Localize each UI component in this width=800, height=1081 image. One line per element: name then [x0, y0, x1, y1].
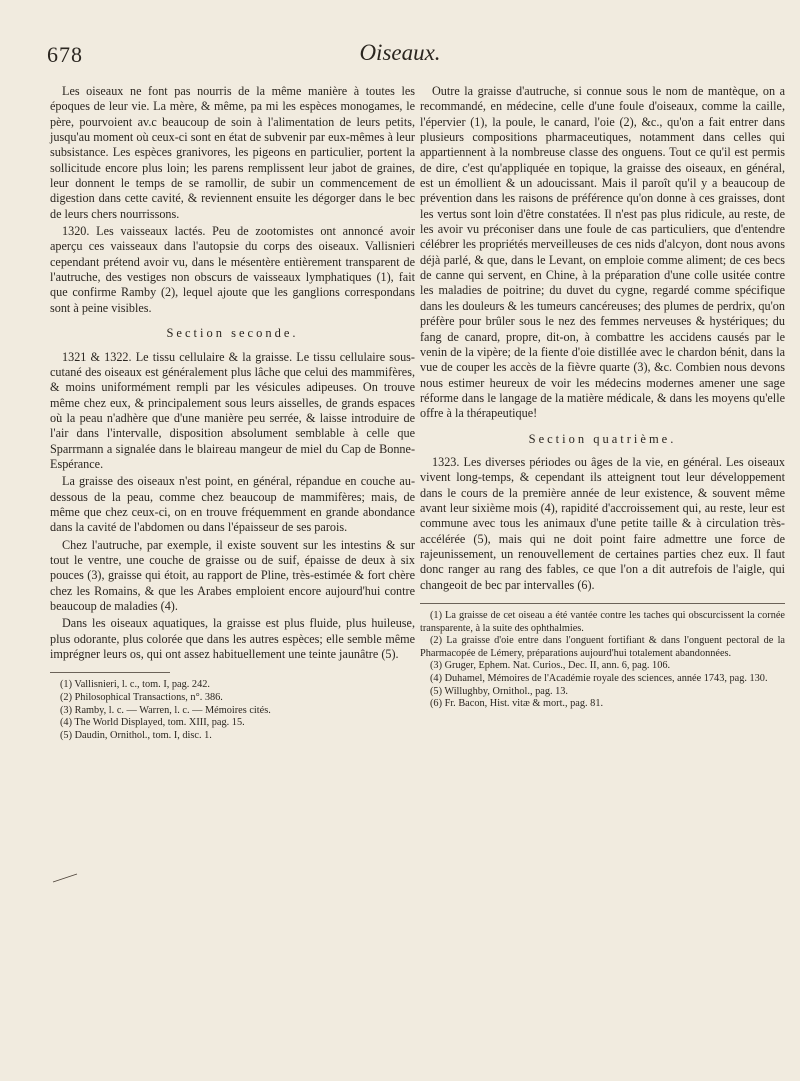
page-number: 678: [47, 42, 83, 67]
pencil-mark-icon: [52, 872, 78, 884]
footnote: (3) Ramby, l. c. — Warren, l. c. — Mémoires cités.: [60, 704, 271, 716]
paragraph-1323-life-periods: 1323. Les diverses périodes ou âges de la vie, en général. Les oiseaux vivent long-temps, & cependant ils atteignent tout leur développement dans le cours de la première année de leur existence, & souvent même avant leur sixième mois (4), rapidité d'accroissement qui, au reste, leur est commune avec tous les animaux d'une petite taille & à circulation très-accélérée (5), mais qui ne doit point faire admettre une force de rajeunissement, un renouvellement de certaines parties chez eux. Il faut donc ranger au rang des fables, ce que l'on a dit autrefois de l'aigle, qui changeoit de bec par intervalles (6).: [420, 454, 785, 592]
left-column: [50, 84, 415, 742]
footnote-rule: [50, 672, 170, 673]
paragraph-ostrich-fat: Chez l'autruche, par exemple, il existe souvent sur les intestins & sur tout le ventre, une couche de graisse ou de suif, épaisse de deux à six pouces (3), graisse qui étoit, au rapport de Pline, très-estimée & fort chère chez les Romains, & que les Arabes emploient encore aujourd'hui contre beaucoup de maladies (4).: [50, 537, 415, 613]
paragraph-fat: La graisse des oiseaux n'est point, en général, répandue en couche au-dessous de la peau, comme chez beaucoup de mammifères; mais, de même que chez ceux-ci, on en trouve fréquemment en grande abondance dans la cavité de l'abdomen ou dans l'épaisseur de ses parois.: [50, 474, 415, 535]
section-heading: Section quatrième.: [528, 431, 677, 446]
footnote-rule: [420, 603, 785, 604]
right-column: [420, 84, 785, 711]
footnote: (4) The World Displayed, tom. XIII, pag. 15.: [60, 717, 245, 729]
footnote: (2) La graisse d'oie entre dans l'onguent fortifiant & dans l'onguent pectoral de la Pharmacopée de Lémery, préparations aujourd'hui totalement abandonnées.: [420, 635, 785, 659]
paragraph-1321-cellular-tissue: 1321 & 1322. Le tissu cellulaire & la graisse. Le tissu cellulaire sous-cutané des oiseaux est généralement plus lâche que celui des mammifères, & moins uniformément rempli par les vésicules adipeuses. On trouve même chez eux, & principalement sous leurs aisselles, de grands espaces où la peau n'adhère que d'une manière peu serrée, & laisse introduire de l'air dans l'intervalle, disposition absolument semblable à celle que Sparrmann a signalée dans le blaireau mangeur de miel du Cap de Bonne-Espérance.: [50, 349, 415, 471]
running-title: Oiseaux.: [359, 40, 441, 65]
paragraph-aquatic-birds: Dans les oiseaux aquatiques, la graisse est plus fluide, plus huileuse, plus odorante, plus colorée que dans les autres espèces; elle semble même imprégner leurs os, qui ont assez habituellement une teinte jaunâtre (5).: [50, 616, 415, 662]
right-footnotes: [420, 610, 785, 711]
footnote: (1) La graisse de cet oiseau a été vantée contre les taches qui obscurcissent la cornée transparente, à la suite des ophthalmies.: [420, 610, 785, 634]
footnote: (2) Philosophical Transactions, n°. 386.: [60, 691, 223, 703]
footnote: (5) Daudin, Ornithol., tom. I, disc. 1.: [60, 729, 212, 741]
footnote: (4) Duhamel, Mémoires de l'Académie royale des sciences, année 1743, pag. 130.: [430, 672, 768, 684]
footnote: (3) Gruger, Ephem. Nat. Curios., Dec. II, ann. 6, pag. 106.: [430, 660, 671, 672]
paragraph-feeding: Les oiseaux ne font pas nourris de la même manière à toutes les époques de leur vie. La mère, & même, pa mi les espèces monogames, le père, pourvoient av.c beaucoup de soin à l'alimentation de leurs petits, jusqu'au moment où ceux-ci sont en état de subvenir par eux-mêmes à leur subsistance. Les espèces granivores, les pigeons en particulier, portent la sollicitude encore plus loin; les parens remplissent leur jabot de graines, leur donnent le temps de se ramollir, de subir un commencement de digestion dans cette cavité, & reviennent ensuite les dégorger dans le bec de leurs chers nourrissons.: [50, 84, 415, 221]
paragraph-medicinal-fats: Outre la graisse d'autruche, si connue sous le nom de mantèque, on a recommandé, en médecine, celle d'une foule d'oiseaux, comme la caille, l'épervier (1), la poule, le canard, l'oie (2), &c., qu'on a fait entrer dans plusieurs compositions pharmaceutiques, notamment dans celles qui appartiennent à la nombreuse classe des onguens. Tout ce qu'il est permis de dire, c'est qu'appliquée en topique, la graisse des oiseaux, en général, est un émollient & un adoucissant. Mais il paroît qu'il y a beaucoup de prévention dans les raisons de préférence qu'on donne à ces graisses, dont les vertus sont loin d'être constatées. Il n'est pas plus ridicule, au reste, de les avoir vu préconiser dans une foule de cas particuliers, que d'entendre célébrer les propriétés merveilleuses de ces nids d'alcyon, dont nous avons déjà parlé, & que, dans le Levant, on emploie comme aliment; de ces becs de canne qui servent, en Chine, à la préparation d'une colle usitée contre les maladies de poitrine; du duvet du cygne, regardé comme spécifique dans les douleurs & les tumeurs cancéreuses; des plumes de perdrix, qu'on préfère pour brûler sous le nez des femmes nerveuses & hystériques; du fang de canard, propre, dit-on, à combattre les accidens causés par le venin de la vipère; de la fiente d'oie distillée avec le chardon bénit, dans la vue de couper les accès de la fièvre quarte (3), &c. Combien nous devons nous estimer heureux de voir les médecins modernes amener une sage réforme dans le langage de la matière médicale, & dans les moyens qu'elle offre à la thérapeutique!: [420, 84, 785, 421]
running-head: [0, 40, 800, 70]
left-footnotes: [50, 679, 415, 742]
footnote: (6) Fr. Bacon, Hist. vitæ & mort., pag. 81.: [430, 698, 604, 710]
footnote: (5) Willughby, Ornithol., pag. 13.: [430, 685, 569, 697]
paragraph-1320-lacteals: 1320. Les vaisseaux lactés. Peu de zootomistes ont annoncé avoir aperçu ces vaisseaux dans l'autopsie du corps des oiseaux. Vallisnieri cependant prétend avoir vu, dans le mésentère entièrement transparent de l'autruche, des vestiges non obscurs de vaisseaux lymphatiques (1), fait que confirme Ramby (2), lequel ajoute que les ganglions correspondans sont à peine visibles.: [50, 224, 415, 315]
section-heading: Section seconde.: [166, 326, 299, 341]
footnote: (1) Vallisnieri, l. c., tom. I, pag. 242.: [60, 679, 210, 691]
